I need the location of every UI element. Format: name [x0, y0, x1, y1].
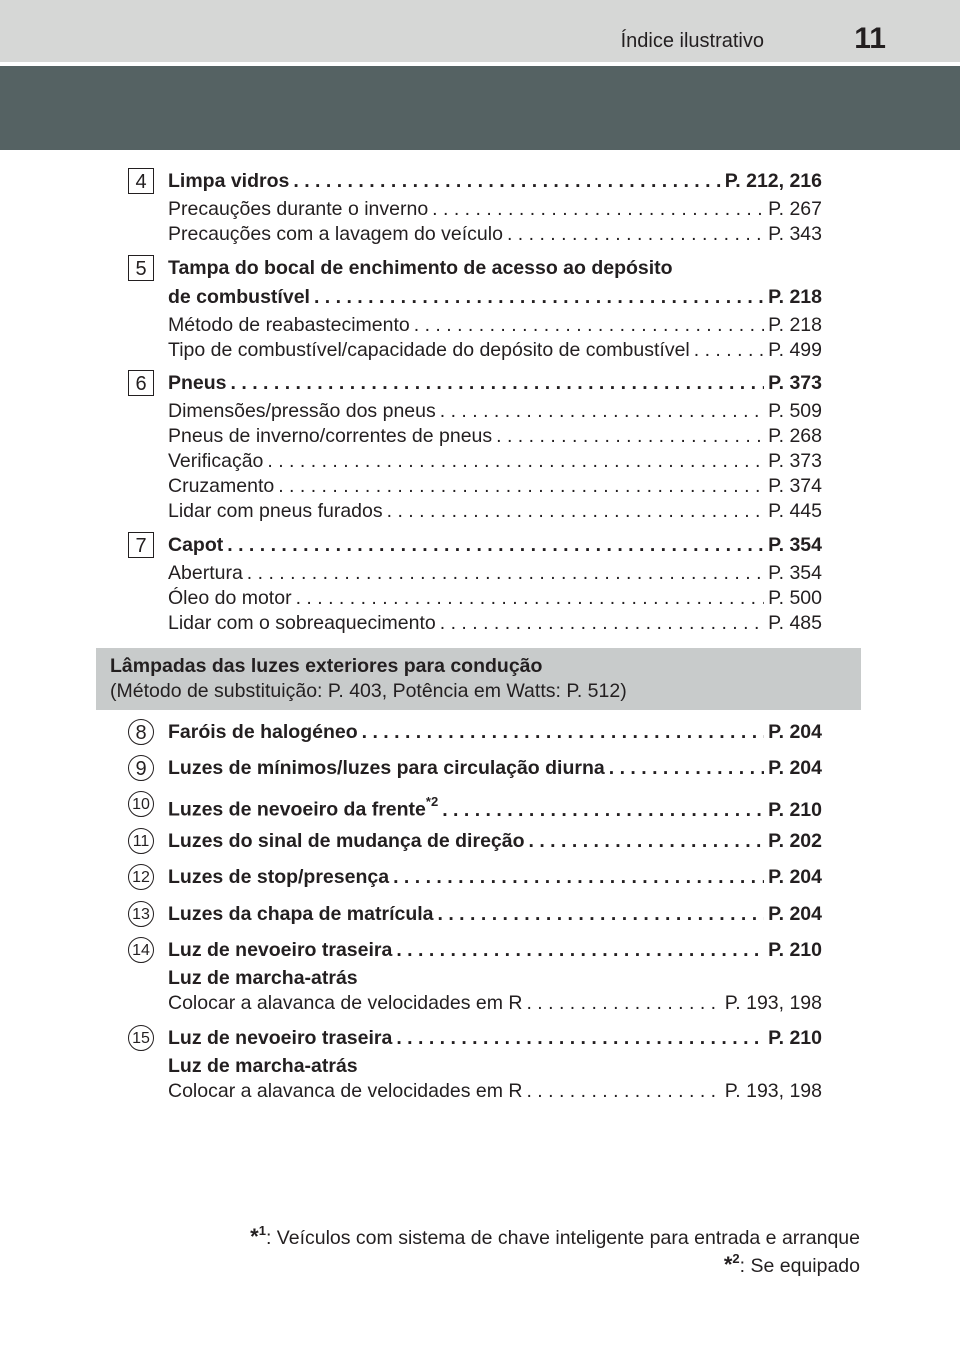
- item-number-badge: 11: [128, 828, 154, 854]
- page-reference: P. 373: [768, 450, 822, 472]
- entry-label: Tampa do bocal de enchimento de acesso ao depósito: [168, 257, 673, 279]
- entry-label: Capot: [168, 534, 224, 556]
- item-number-badge: 12: [128, 864, 154, 890]
- entry-sub-line: [168, 196, 822, 222]
- entry-main-line: [168, 532, 822, 558]
- sub-label: Pneus de inverno/correntes de pneus: [168, 425, 493, 447]
- entry-sub-line: [168, 423, 822, 449]
- leader-dots: [387, 498, 765, 524]
- page-reference: P. 212, 216: [724, 170, 822, 192]
- leader-dots: [442, 797, 764, 823]
- footnote-star: *: [250, 1224, 259, 1249]
- lamp-label: Luz de marcha-atrás: [168, 967, 358, 989]
- sub-label: Dimensões/pressão dos pneus: [168, 400, 436, 422]
- lamp-label: Luz de nevoeiro traseira: [168, 939, 393, 961]
- item-number-badge: 8: [128, 719, 154, 745]
- lamp-label: Luzes do sinal de mudança de direção: [168, 830, 525, 852]
- footnote-number: 1: [258, 1222, 266, 1238]
- entry-main-line: [168, 284, 822, 310]
- entry-sub-line: [168, 337, 822, 363]
- entry-sub-line: [168, 312, 822, 338]
- lamp-line: [168, 864, 822, 890]
- lamp-line: [168, 719, 822, 745]
- sub-label: Verificação: [168, 450, 264, 472]
- page-reference: P. 267: [768, 198, 822, 220]
- lamp-line: [168, 755, 822, 781]
- entry-sub-line: [168, 585, 822, 611]
- sub-label: Lidar com pneus furados: [168, 500, 383, 522]
- leader-dots: [507, 221, 764, 247]
- lamp-line: [168, 901, 822, 927]
- sub-label: Abertura: [168, 562, 243, 584]
- lamp-label: Luz de nevoeiro traseira: [168, 1027, 393, 1049]
- item-number-badge: 13: [128, 901, 154, 927]
- item-number-badge: 5: [128, 255, 154, 281]
- page-number: 11: [854, 22, 886, 55]
- leader-dots: [694, 337, 764, 363]
- page-reference: P. 210: [768, 1027, 822, 1049]
- leader-dots: [393, 864, 764, 890]
- sub-label: Precauções durante o inverno: [168, 198, 429, 220]
- entry-sub-line: [168, 398, 822, 424]
- leader-dots: [526, 1078, 720, 1104]
- page-reference: P. 218: [768, 314, 822, 336]
- lamp-label: Luzes de mínimos/luzes para circulação diurna: [168, 757, 605, 779]
- footnote: [250, 1224, 860, 1250]
- leader-dots: [314, 284, 764, 310]
- sub-label: Lidar com o sobreaquecimento: [168, 612, 436, 634]
- page-reference: P. 500: [768, 587, 822, 609]
- page-reference: P. 193, 198: [724, 992, 822, 1014]
- leader-dots: [414, 312, 764, 338]
- leader-dots: [227, 532, 764, 558]
- page-reference: P. 373: [768, 372, 822, 394]
- leader-dots: [293, 168, 720, 194]
- sub-label: Colocar a alavanca de velocidades em R: [168, 992, 523, 1014]
- leader-dots: [278, 473, 764, 499]
- entry-label: Limpa vidros: [168, 170, 290, 192]
- footnote-star: *: [723, 1252, 733, 1277]
- page-reference: P. 509: [768, 400, 822, 422]
- entry-sub-line: [168, 610, 822, 636]
- footnote: [724, 1252, 860, 1278]
- leader-dots: [296, 585, 765, 611]
- page-reference: P. 210: [768, 798, 822, 821]
- page-reference: P. 210: [768, 939, 822, 961]
- item-number-badge: 10: [128, 791, 154, 817]
- entry-label: de combustível: [168, 286, 310, 308]
- item-number-badge: 7: [128, 532, 154, 558]
- item-number-badge: 9: [128, 755, 154, 781]
- item-number-badge: 4: [128, 168, 154, 194]
- lamp-extra-bold-line: [168, 1053, 822, 1079]
- entry-sub-line: [168, 498, 822, 524]
- lamp-line: [168, 828, 822, 854]
- page-reference: P. 204: [768, 866, 822, 888]
- leader-dots: [396, 937, 764, 963]
- leader-dots: [432, 196, 764, 222]
- lamp-sub-line: [168, 990, 822, 1016]
- page-reference: P. 343: [768, 223, 822, 245]
- entry-main-line-1: [168, 255, 822, 281]
- lamp-label: Faróis de halogéneo: [168, 721, 358, 743]
- leader-dots: [438, 901, 765, 927]
- lamp-sub-line: [168, 1078, 822, 1104]
- header-title: Índice ilustrativo: [620, 30, 764, 52]
- leader-dots: [440, 610, 764, 636]
- lamp-label: Luz de marcha-atrás: [168, 1055, 358, 1077]
- page-reference: P. 354: [768, 534, 822, 556]
- page-reference: P. 485: [768, 612, 822, 634]
- sub-label: Tipo de combustível/capacidade do depósito de combustível: [168, 339, 690, 361]
- page-reference: P. 374: [768, 475, 822, 497]
- leader-dots: [609, 755, 764, 781]
- sub-label: Cruzamento: [168, 475, 275, 497]
- lamp-label: Luzes da chapa de matrícula: [168, 903, 434, 925]
- leader-dots: [440, 398, 764, 424]
- page-reference: P. 218: [768, 286, 822, 308]
- page-reference: P. 193, 198: [724, 1080, 822, 1102]
- illustration-band: [0, 66, 960, 150]
- item-number-badge: 14: [128, 937, 154, 963]
- page-reference: P. 268: [768, 425, 822, 447]
- lamp-line: [168, 791, 822, 821]
- page-header: [0, 0, 960, 62]
- section-heading-band: [96, 648, 861, 710]
- leader-dots: [247, 560, 764, 586]
- sub-label: Colocar a alavanca de velocidades em R: [168, 1080, 523, 1102]
- page-reference: P. 445: [768, 500, 822, 522]
- page-reference: P. 354: [768, 562, 822, 584]
- section-title: Lâmpadas das luzes exteriores para condução: [110, 655, 543, 677]
- leader-dots: [526, 990, 720, 1016]
- sub-label: Precauções com a lavagem do veículo: [168, 223, 503, 245]
- lamp-label-text: Luzes de nevoeiro da frente: [168, 798, 426, 821]
- leader-dots: [231, 370, 765, 396]
- section-subtitle: (Método de substituição: P. 403, Potência em Watts: P. 512): [110, 680, 627, 702]
- leader-dots: [496, 423, 764, 449]
- item-number-badge: 15: [128, 1025, 154, 1051]
- lamp-extra-bold-line: [168, 965, 822, 991]
- entry-sub-line: [168, 221, 822, 247]
- entry-main-line: [168, 168, 822, 194]
- page-reference: P. 204: [768, 903, 822, 925]
- footnote-marker: *2: [425, 794, 439, 809]
- sub-label: Método de reabastecimento: [168, 314, 410, 336]
- leader-dots: [267, 448, 764, 474]
- item-number-badge: 6: [128, 370, 154, 396]
- footnote-text: : Se equipado: [739, 1255, 860, 1277]
- leader-dots: [396, 1025, 764, 1051]
- page-reference: P. 499: [768, 339, 822, 361]
- footnote-text: : Veículos com sistema de chave inteligente para entrada e arranque: [265, 1227, 860, 1249]
- entry-sub-line: [168, 448, 822, 474]
- entry-sub-line: [168, 473, 822, 499]
- sub-label: Óleo do motor: [168, 587, 292, 609]
- footnote-number: 2: [732, 1250, 740, 1266]
- leader-dots: [529, 828, 765, 854]
- entry-label: Pneus: [168, 372, 227, 394]
- page-reference: P. 204: [768, 721, 822, 743]
- lamp-label: [168, 791, 438, 823]
- lamp-label: Luzes de stop/presença: [168, 866, 390, 888]
- lamp-line: [168, 937, 822, 963]
- page-reference: P. 202: [768, 830, 822, 852]
- leader-dots: [362, 719, 765, 745]
- lamp-line: [168, 1025, 822, 1051]
- entry-sub-line: [168, 560, 822, 586]
- entry-main-line: [168, 370, 822, 396]
- page-reference: P. 204: [768, 757, 822, 779]
